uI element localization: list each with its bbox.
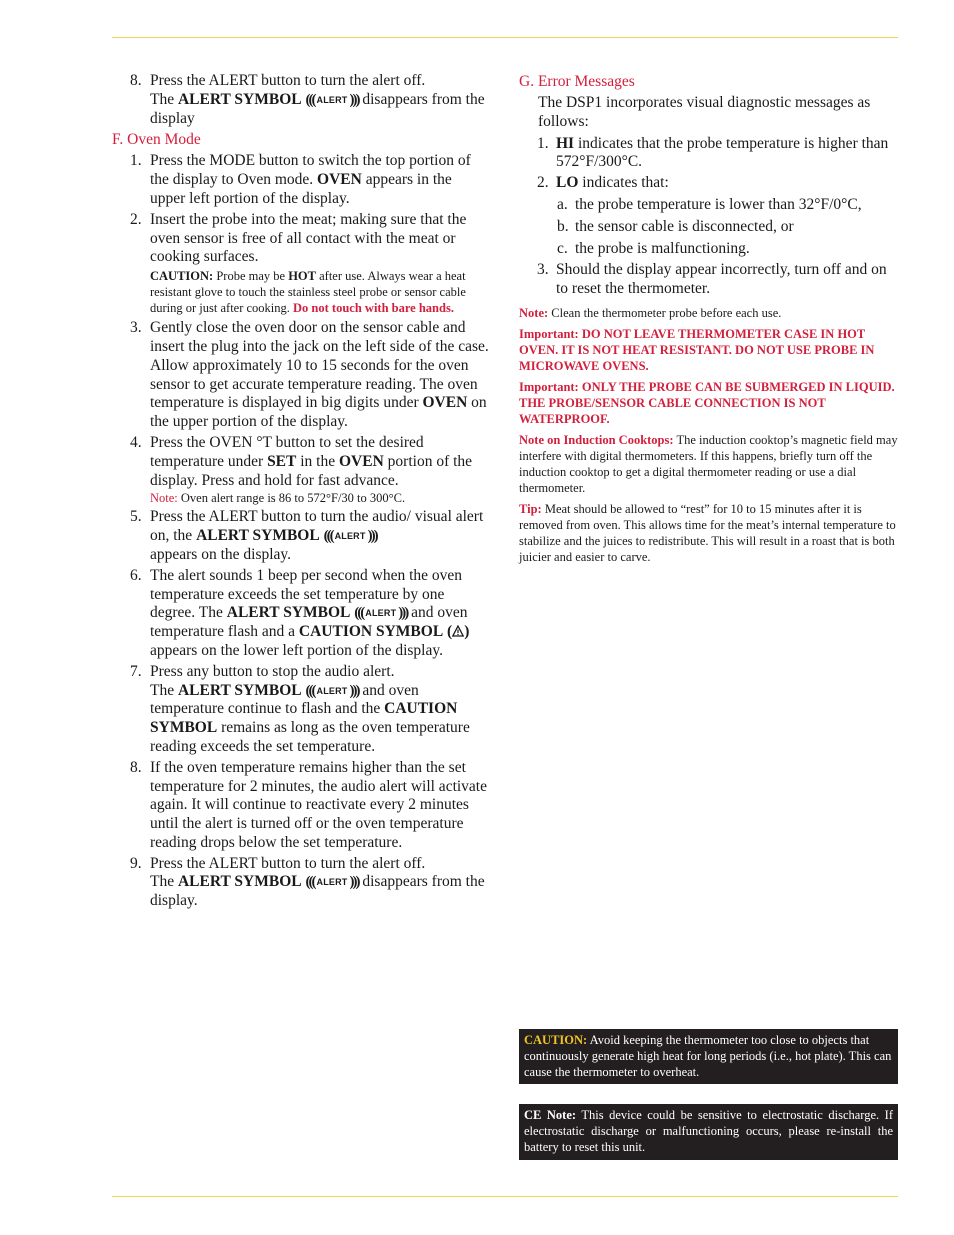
error-messages-intro: The DSP1 incorporates visual diagnostic messages as follows:	[538, 94, 871, 130]
section-heading-error-messages: G. Error Messages	[519, 73, 635, 90]
oven-step-3: 3. Gently close the oven door on the sensor cable and insert the plug into the jack on the left side of the case. Allow approximately 10 to 15 seconds for the oven sensor to get accurate temperature reading. The oven temperature is displayed in big digits under OVEN on the upper portion of the display.	[130, 319, 489, 431]
clean-probe-note: Note: Clean the thermometer probe before each use.	[519, 305, 782, 320]
alert-symbol-icon: ((( ALERT )))	[305, 91, 359, 108]
oven-step-7: 7. Press any button to stop the audio alert. The ALERT SYMBOL ((( ALERT ))) and oven temperature continue to flash and the CAUTION SYMBOL remains as long as the oven temperature reading exceeds the set temperature.	[130, 662, 470, 755]
important-waterproof-warning: Important: ONLY THE PROBE CAN BE SUBMERGED IN LIQUID. THE PROBE/SENSOR CABLE CONNECTION IS NOT WATERPROOF.	[519, 379, 895, 426]
section-heading-oven-mode: F. Oven Mode	[112, 131, 201, 149]
caution-box: CAUTION: Avoid keeping the thermometer too close to objects that continuously generate high heat for long periods (i.e., hot plate). This can cause the thermometer to overheat.	[519, 1029, 898, 1084]
right-column	[519, 72, 898, 570]
oven-step-6: 6. The alert sounds 1 beep per second when the oven temperature exceeds the set temperature by one degree. The ALERT SYMBOL ((( ALERT ))) and oven temperature flash and a CAUTION SYMBOL ( ) appears on the lower left portion of the display.	[130, 566, 470, 659]
error-sub-a: a. the probe temperature is lower than 32°F/0°C,	[557, 195, 862, 213]
error-item-reset: 3. Should the display appear incorrectly, turn off and on to reset the thermometer.	[537, 261, 887, 298]
oven-alert-range-note: Note: Oven alert range is 86 to 572°F/30 to 300°C.	[150, 491, 406, 506]
bottom-rule	[112, 1196, 898, 1197]
oven-step-9: 9. Press the ALERT button to turn the alert off. The ALERT SYMBOL ((( ALERT ))) disappears from the display.	[130, 854, 485, 910]
oven-step-5: 5. Press the ALERT button to turn the audio/ visual alert on, the ALERT SYMBOL ((( ALERT ))) appears on the display.	[130, 508, 484, 563]
probe-hot-caution: CAUTION: Probe may be HOT after use. Always wear a heat resistant glove to touch the stainless steel probe or sensor cable during or just after cooking. Do not touch with bare hands.	[150, 269, 466, 316]
error-sub-c: c. the probe is malfunctioning.	[557, 239, 750, 257]
induction-cooktop-note: Note on Induction Cooktops: The induction cooktop’s magnetic field may interfere with digital thermometers. If this happens, briefly turn off the induction cooktop to get a digital thermometer reading or use a dial thermometer.	[519, 432, 898, 495]
error-item-hi: 1. HI indicates that the probe temperature is higher than 572°F/300°C.	[537, 134, 889, 171]
alert-symbol-icon: ((( ALERT )))	[305, 682, 359, 699]
ce-note-box: CE Note: This device could be sensitive to electrostatic discharge. If electrostatic discharge or malfunctioning occurs, please re-install the battery to reset this unit.	[519, 1104, 898, 1160]
oven-step-1: 1. Press the MODE button to switch the top portion of the display to Oven mode. OVEN appears in the upper left portion of the display.	[130, 152, 471, 207]
resting-tip: Tip: Meat should be allowed to “rest” for 10 to 15 minutes after it is removed from oven. This allows time for the meat’s internal temperature to stabilize and the juices to redistribute. This will result in a roast that is both juicier and easier to carve.	[519, 501, 896, 564]
alert-symbol-icon: ((( ALERT )))	[354, 605, 408, 622]
error-sub-b: b. the sensor cable is disconnected, or	[557, 217, 794, 235]
important-heat-warning: Important: DO NOT LEAVE THERMOMETER CASE IN HOT OVEN. IT IS NOT HEAT RESISTANT. DO NOT USE PROBE IN MICROWAVE OVENS.	[519, 326, 875, 373]
left-column	[112, 72, 490, 913]
oven-step-8: 8. If the oven temperature remains higher than the set temperature for 2 minutes, the audio alert will activate again. It will continue to reactivate every 2 minutes until the alert is turned off or the oven temperature reading drops below the set temperature.	[130, 758, 487, 851]
oven-step-2: 2. Insert the probe into the meat; making sure that the oven sensor is free of all contact with the meat or cooking surfaces. CAUTION: Probe may be HOT after use. Always wear a heat resistant glove to touch the stainless steel probe or sensor cable during or just after cooking. Do not touch with bare hands.	[112, 211, 490, 316]
alert-symbol-icon: ((( ALERT )))	[305, 874, 359, 891]
caution-triangle-icon	[452, 625, 464, 637]
top-rule	[112, 37, 898, 38]
alert-symbol-icon: ((( ALERT )))	[323, 528, 377, 545]
error-item-lo: 2. LO indicates that:	[537, 174, 669, 192]
step-8-top: 8. Press the ALERT button to turn the alert off. The ALERT SYMBOL ((( ALERT ))) disappears from the display	[130, 72, 485, 127]
oven-step-4: 4. Press the OVEN °T button to set the desired temperature under SET in the OVEN portion of the display. Press and hold for fast advance. Note: Oven alert range is 86 to 572°F/30 to 300°C.	[112, 434, 490, 506]
